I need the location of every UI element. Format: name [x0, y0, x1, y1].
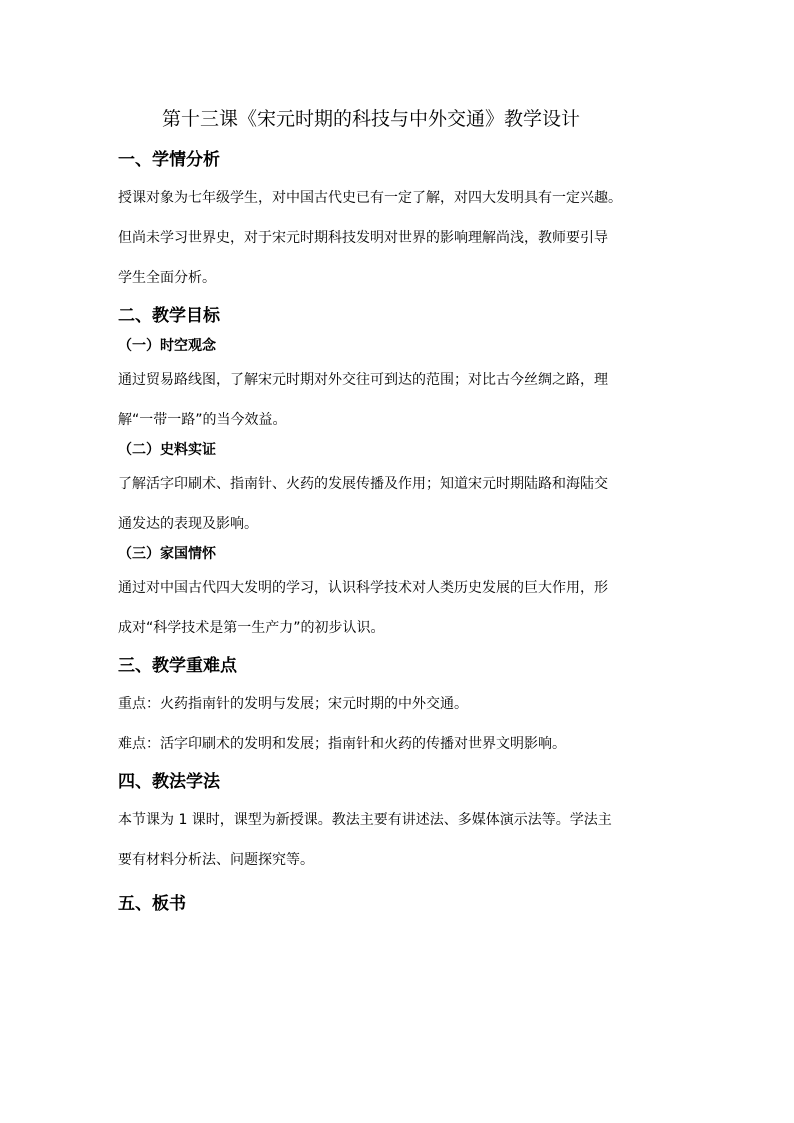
paragraph-line: 但尚未学习世界史，对于宋元时期科技发明对世界的影响理解尚浅，教师要引导 — [118, 230, 608, 246]
paragraph-line: 难点：活字印刷术的发明和发展；指南针和火药的传播对世界文明影响。 — [118, 736, 566, 752]
section-heading-key-points: 三、教学重难点 — [118, 656, 237, 676]
paragraph-line: 解“一带一路”的当今效益。 — [118, 412, 287, 428]
subsection-heading-evidence: （二）史料实证 — [118, 442, 216, 458]
paragraph-line: 通过对中国古代四大发明的学习，认识科学技术对人类历史发展的巨大作用，形 — [118, 580, 608, 596]
paragraph-line: 重点：火药指南针的发明与发展；宋元时期的中外交通。 — [118, 696, 468, 712]
paragraph-line: 通过贸易路线图，了解宋元时期对外交往可到达的范围；对比古今丝绸之路，理 — [118, 372, 608, 388]
paragraph-line: 要有材料分析法、问题探究等。 — [118, 852, 314, 868]
section-heading-methods: 四、教法学法 — [118, 772, 220, 792]
section-heading-blackboard: 五、板书 — [118, 894, 186, 914]
subsection-heading-patriotism: （三）家国情怀 — [118, 546, 216, 562]
paragraph-line: 授课对象为七年级学生，对中国古代史已有一定了解，对四大发明具有一定兴趣。 — [118, 190, 622, 206]
paragraph-line: 本节课为 1 课时，课型为新授课。教法主要有讲述法、多媒体演示法等。学法主 — [118, 812, 612, 828]
paragraph-line: 了解活字印刷术、指南针、火药的发展传播及作用；知道宋元时期陆路和海陆交 — [118, 476, 608, 492]
paragraph-line: 通发达的表现及影响。 — [118, 516, 258, 532]
section-heading-teaching-goals: 二、教学目标 — [118, 306, 220, 326]
section-heading-learner-analysis: 一、学情分析 — [118, 150, 220, 170]
document-title: 第十三课《宋元时期的科技与中外交通》教学设计 — [162, 108, 581, 130]
subsection-heading-space-time: （一）时空观念 — [118, 338, 216, 354]
paragraph-line: 成对“科学技术是第一生产力”的初步认识。 — [118, 620, 385, 636]
paragraph-line: 学生全面分析。 — [118, 270, 216, 286]
